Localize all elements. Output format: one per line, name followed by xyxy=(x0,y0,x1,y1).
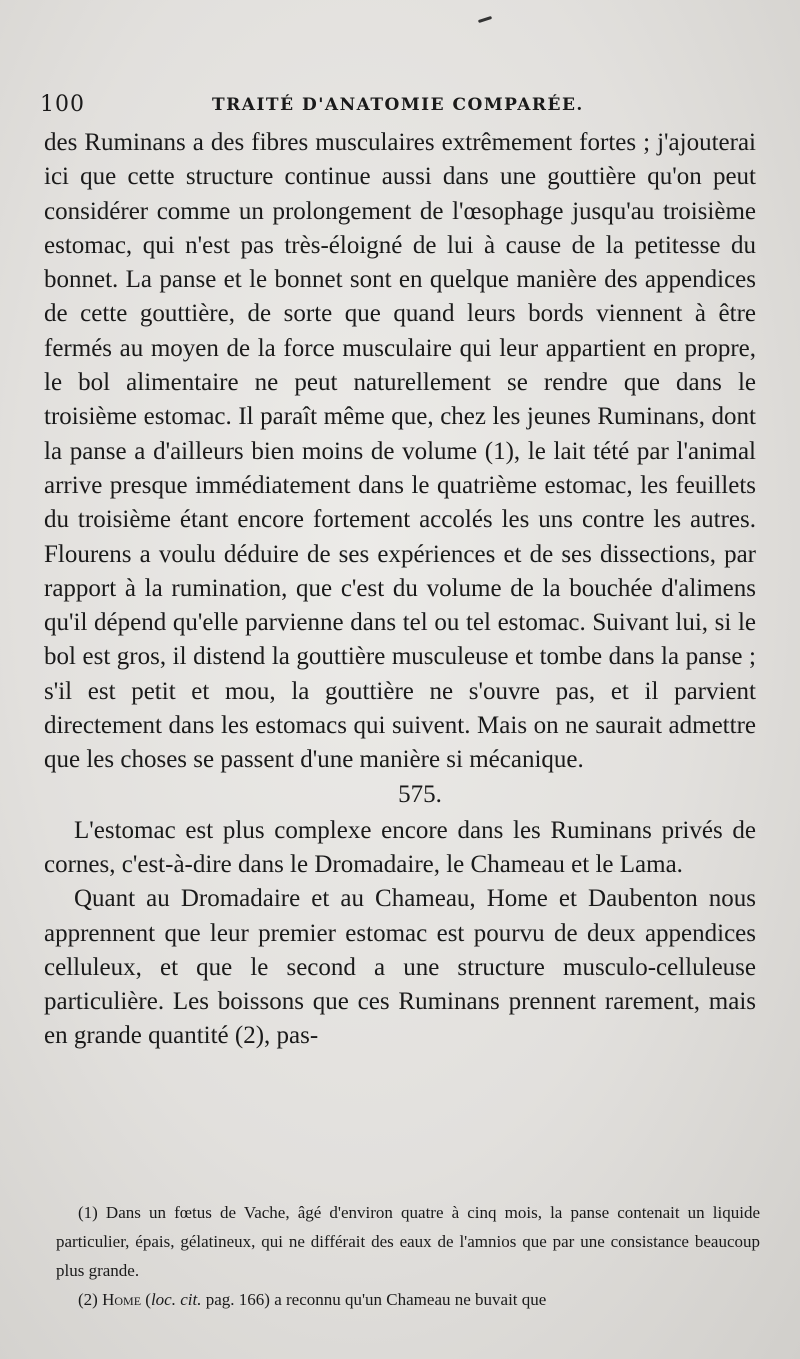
main-text xyxy=(44,126,756,1054)
footnote xyxy=(56,1285,760,1314)
paragraph: Quant au Dromadaire et au Chameau, Home et Daubenton nous apprennent que leur premier estomac est pourvu de deux appendices celluleux, et que le second a une structure musculo-celluleuse particulière. Les boissons que ces Ruminans prennent rarement, mais en grande quantité (2), pas- xyxy=(44,885,756,1050)
ink-mark xyxy=(478,16,492,23)
section-number: 575. xyxy=(398,780,442,808)
footnote-author: Home xyxy=(102,1290,142,1309)
running-head xyxy=(40,92,760,122)
footnotes xyxy=(56,1198,760,1314)
paragraph: des Ruminans a des fibres musculaires extrêmement fortes ; j'ajouterai ici que cette structure continue aussi dans une gouttière qu'on peut considérer comme un prolongement de l'œsophage jusqu'au troisième estomac, qui n'est pas très-éloigné de lui à cause de la petitesse du bonnet. La panse et le bonnet sont en quelque manière des appendices de cette gouttière, de sorte que quand leurs bords viennent à être fermés au moyen de la force musculaire qui leur appartient en propre, le bol alimentaire ne peut naturellement se rendre que dans le troisième estomac. Il paraît même que, chez les jeunes Ruminans, dont la panse a d'ailleurs bien moins de volume (1), le lait tété par l'animal arrive presque immédiatement dans le quatrième estomac, les feuillets du troisième étant encore fortement accolés les uns contre les autres. Flourens a voulu déduire de ses expériences et de ses dissections, par rapport à la rumination, que c'est du volume de la bouchée d'alimens qu'il dépend qu'elle parvienne dans tel ou tel estomac. Suivant lui, si le bol est gros, il distend la gouttière musculeuse et tombe dans la panse ; s'il est petit et mou, la gouttière ne s'ouvre pas, et il parvient directement dans les estomacs qui suivent. Mais on ne saurait admettre que les choses se passent d'une manière si mécanique. xyxy=(44,129,756,774)
footnote-ref-open: ( xyxy=(145,1290,151,1309)
footnote-ref: loc. cit. xyxy=(150,1290,202,1309)
footnote-text: a reconnu qu'un Chameau ne buvait que xyxy=(274,1290,547,1309)
page-number: 100 xyxy=(40,92,85,117)
footnote-page: pag. 166) xyxy=(205,1290,270,1309)
footnote: (1) Dans un fœtus de Vache, âgé d'environ quatre à cinq mois, la panse contenait un liquide particulier, épais, gélatineux, qui ne différait des eaux de l'amnios que par une consistance beaucoup plus grande. xyxy=(56,1203,760,1280)
paragraph: L'estomac est plus complexe encore dans les Ruminans privés de cornes, c'est-à-dire dans le Dromadaire, le Chameau et le Lama. xyxy=(44,816,756,878)
running-title: TRAITÉ D'ANATOMIE COMPARÉE. xyxy=(212,95,584,115)
footnote-marker: (2) xyxy=(78,1290,98,1309)
